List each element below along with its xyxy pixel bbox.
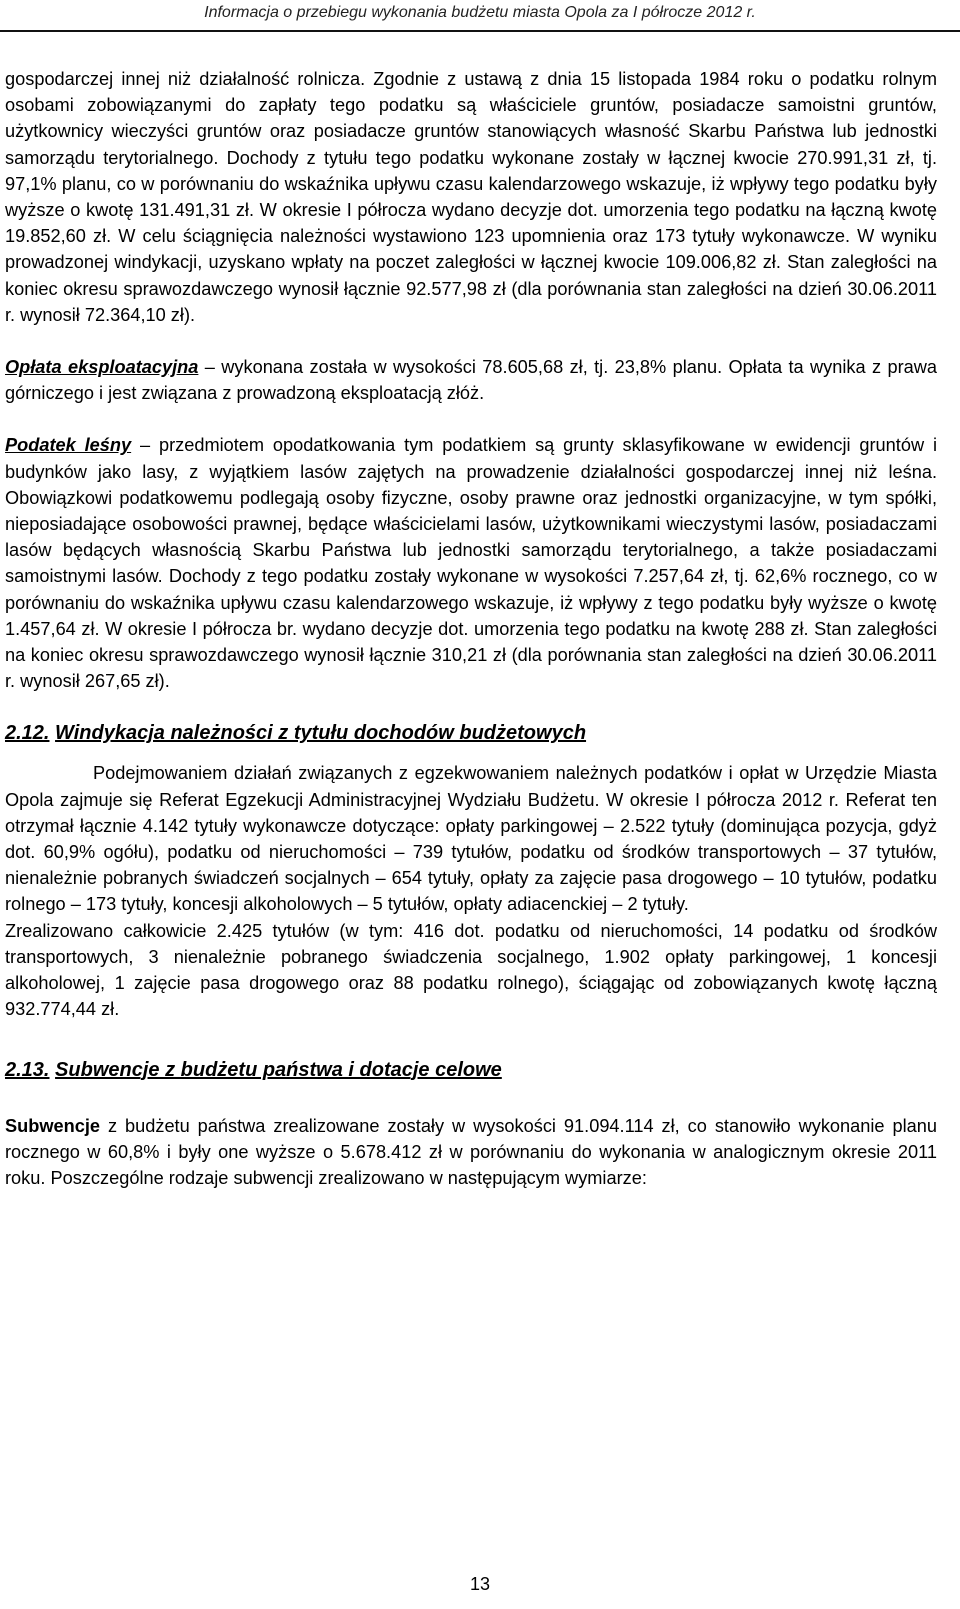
forest-tax-term: Podatek leśny [5, 435, 132, 456]
forest-tax-text: – przedmiotem opodatkowania tym podatkiem są grunty sklasyfikowane w ewidencji gruntów i budynków jako lasy, z wyjątkiem lasów zajętych na prowadzenie działalności gospodarczej innej niż leśna. Obowiązkowi podatkowemu podlegają osoby fizyczne, osoby prawne oraz jednostki organizacyjne, w tym spółki, nieposiadające osobowości prawnej, będące właścicielami lasów, użytkownikami wieczystymi lasów, posiadaczami lasów będących własnością Skarbu Państwa lub jednostki samorządu terytorialnego, a także posiadaczami samoistnymi lasów. Dochody z tego podatku zostały wykonane w wysokości 7.257,64 zł, tj. 62,6% rocznego, co w porównaniu do wskaźnika upływu czasu kalendarzowego wskazuje, iż wpływy z tego podatku były wyższe o kwotę 1.457,64 zł. W okresie I półrocza br. wydano decyzje dot. umorzenia tego podatku na kwotę 288 zł. Stan zaległości na koniec okresu sprawozdawczego wynosił łącznie 310,21 zł (dla porównania stan zaległości na dzień 30.06.2011 r. wynosił 267,65 zł). [5, 435, 937, 692]
subsidies-paragraph [5, 1113, 937, 1192]
section-title: Subwencje z budżetu państwa i dotacje celowe [55, 1058, 502, 1081]
enforcement-paragraph [5, 760, 937, 917]
header-rule [0, 30, 960, 32]
running-header: Informacja o przebiegu wykonania budżetu miasta Opola za I półrocze 2012 r. [204, 4, 756, 21]
page-number: 13 [469, 1574, 491, 1594]
page-content [5, 66, 937, 1191]
subsidies-text: z budżetu państwa zrealizowane zostały w wysokości 91.094.114 zł, co stanowiło wykonanie planu rocznego w 60,8% i były one wyższe o 5.678.412 zł w porównaniu do wykonania w analogicznym okresie 2011 roku. Poszczególne rodzaje subwencji zrealizowano w następującym wymiarze: [5, 1115, 937, 1188]
exploitation-fee-paragraph [5, 354, 937, 406]
agricultural-tax-paragraph: gospodarczej innej niż działalność rolnicza. Zgodnie z ustawą z dnia 15 listopada 1984 roku o podatku rolnym osobami zobowiązanymi do zapłaty tego podatku są właściciele gruntów, posiadacze samoistni gruntów, użytkownicy wieczyści gruntów oraz posiadacze gruntów stanowiących własność Skarbu Państwa lub jednostki samorządu terytorialnego. Dochody z tytułu tego podatku wykonane zostały w łącznej kwocie 270.991,31 zł, tj. 97,1% planu, co w porównaniu do wskaźnika upływu czasu kalendarzowego wskazuje, iż wpływy tego podatku były wyższe o kwotę 131.491,31 zł. W okresie I półrocza wydano decyzje dot. umorzenia tego podatku na łączną kwotę 19.852,60 zł. W celu ściągnięcia należności wystawiono 123 upomnienia oraz 173 tytuły wykonawcze. W wyniku prowadzonej windykacji, uzyskano wpłaty na poczet zaległości w łącznej kwocie 109.006,82 zł. Stan zaległości na koniec okresu sprawozdawczego wynosił łącznie 92.577,98 zł (dla porównania stan zaległości na dzień 30.06.2011 r. wynosił 72.364,10 zł). [5, 69, 937, 325]
section-heading-2-13 [5, 1057, 937, 1083]
section-number: 2.13. [5, 1058, 50, 1081]
section-heading-2-12 [5, 720, 937, 746]
subsidies-term: Subwencje [5, 1115, 101, 1136]
enforcement-text: Podejmowaniem działań związanych z egzekwowaniem należnych podatków i opłat w Urzędzie Miasta Opola zajmuje się Referat Egzekucji Administracyjnej Wydziału Budżetu. W okresie I półrocza 2012 r. Referat ten otrzymał łącznie 4.142 tytuły wykonawcze dotyczące: opłaty parkingowej – 2.522 tytuły (dominująca pozycja, gdyż dot. 60,9% ogółu), podatku od nieruchomości – 739 tytułów, podatku od środków transportowych – 37 tytułów, nienależnie pobranych świadczeń socjalnych – 654 tytuły, opłaty za zajęcie pasa drogowego – 10 tytułów, podatku rolnego – 173 tytuły, koncesji alkoholowych – 5 tytułów, opłaty adiacenckiej – 2 tytuły. [5, 763, 937, 915]
section-number: 2.12. [5, 722, 50, 745]
forest-tax-paragraph [5, 432, 937, 694]
exploitation-fee-term: Opłata eksploatacyjna [5, 357, 199, 378]
section-title: Windykacja należności z tytułu dochodów budżetowych [55, 722, 587, 745]
enforcement-summary-paragraph: Zrealizowano całkowicie 2.425 tytułów (w tym: 416 dot. podatku od nieruchomości, 14 podatku od środków transportowych, 3 nienależnie pobranego świadczenia socjalnego, 1.902 opłaty parkingowej, 1 koncesji alkoholowej, 1 zajęcie pasa drogowego oraz 88 podatku rolnego), ściągając od zobowiązanych kwotę łączną 932.774,44 zł. [5, 920, 937, 1020]
exploitation-fee-text: – wykonana została w wysokości 78.605,68 zł, tj. 23,8% planu. Opłata ta wynika z prawa górniczego i jest związana z prowadzoną eksploatacją złóż. [5, 357, 937, 404]
